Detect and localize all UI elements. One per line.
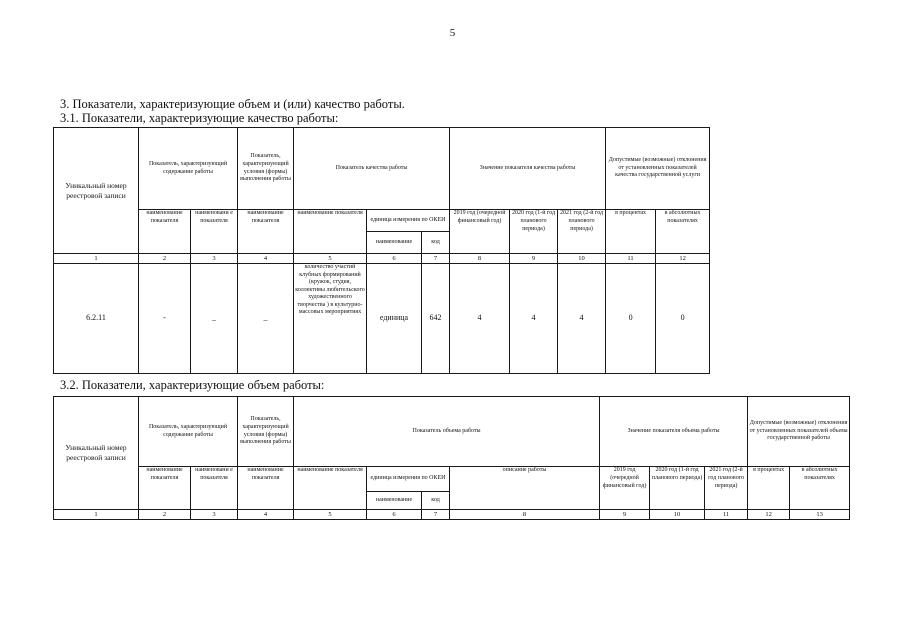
subheader-name-3: наименование показателя — [238, 467, 294, 510]
subheader-unit-name: наименование — [367, 232, 422, 254]
column-number-row — [54, 510, 850, 520]
cell-deviation-absolute: 0 — [656, 264, 710, 374]
subheader-unit-okei: единица измерения по ОКЕИ — [367, 467, 450, 492]
subheader-year-2021: 2021 год (2-й год планового периода) — [705, 467, 748, 510]
cell-value-2020: 4 — [510, 264, 558, 374]
column-number: 1 — [54, 254, 139, 264]
subheader-unit-code: код — [422, 232, 450, 254]
cell-unique-id: 6.2.11 — [54, 264, 139, 374]
header-quality-value: Значение показателя качества работы — [450, 128, 606, 210]
subheader-year-2019: 2019 год (очередной финансовый год) — [600, 467, 650, 510]
subheader-name-1: наименование показателя — [139, 467, 191, 510]
cell-value-2019: 4 — [450, 264, 510, 374]
column-number-row — [54, 254, 710, 264]
subheader-absolute: в абсолютных показателях — [656, 210, 710, 254]
column-number: 3 — [191, 254, 238, 264]
subheader-name-4: наименование показателя — [294, 467, 367, 510]
column-number: 12 — [656, 254, 710, 264]
subheader-year-2021: 2021 год (2-й год планового периода) — [558, 210, 606, 254]
cell-content-2: _ — [191, 264, 238, 374]
subheader-percent: в процентах — [606, 210, 656, 254]
subheader-name-1: наименование показателя — [139, 210, 191, 254]
table-row — [54, 264, 710, 374]
column-number: 6 — [367, 254, 422, 264]
column-number: 7 — [422, 510, 450, 520]
section-3-title: 3. Показатели, характеризующие объем и (или) качество работы. — [60, 97, 405, 111]
subheader-absolute: в абсолютных показателях — [790, 467, 850, 510]
cell-indicator-name: количество участий клубных формирований (кружок, студия, коллективы любительского художественного творчества ) в культурно-массовых мероприятиях — [294, 264, 367, 374]
subheader-unit-code: код — [422, 492, 450, 510]
column-number: 2 — [139, 510, 191, 520]
quality-indicators-table — [53, 127, 710, 374]
subheader-name-4: наименование показателя — [294, 210, 367, 254]
column-number: 1 — [54, 510, 139, 520]
subheader-unit-name: наименование — [367, 492, 422, 510]
cell-condition: _ — [238, 264, 294, 374]
column-number: 13 — [790, 510, 850, 520]
column-number: 4 — [238, 254, 294, 264]
header-allowed-deviation: Допустимые (возможные) отклонения от установленных показателей качества государственной услуги — [606, 128, 710, 210]
column-number: 5 — [294, 510, 367, 520]
subheader-work-description: описание работы — [450, 467, 600, 510]
header-content-indicator: Показатель, характеризующий содержание работы — [139, 128, 238, 210]
column-number: 10 — [558, 254, 606, 264]
header-conditions-indicator: Показатель, характеризующий условия (формы) выполнения работы — [238, 397, 294, 467]
subheader-unit-okei: единица измерения по ОКЕИ — [367, 210, 450, 232]
column-number: 11 — [705, 510, 748, 520]
header-content-indicator: Показатель, характеризующий содержание работы — [139, 397, 238, 467]
column-number: 9 — [510, 254, 558, 264]
column-number: 2 — [139, 254, 191, 264]
column-number: 5 — [294, 254, 367, 264]
subheader-year-2020: 2020 год (1-й год планового периода) — [510, 210, 558, 254]
column-number: 6 — [367, 510, 422, 520]
section-3-2-title: 3.2. Показатели, характеризующие объем работы: — [60, 378, 325, 392]
column-number: 10 — [650, 510, 705, 520]
header-quality-indicator: Показатель качества работы — [294, 128, 450, 210]
volume-indicators-table — [53, 396, 850, 520]
header-volume-indicator: Показатель объема работы — [294, 397, 600, 467]
cell-unit-name: единица — [367, 264, 422, 374]
subheader-percent: в процентах — [748, 467, 790, 510]
subheader-name-3: наименование показателя — [238, 210, 294, 254]
header-unique-number: Уникальный номер реестровой записи — [54, 128, 139, 254]
column-number: 7 — [422, 254, 450, 264]
column-number: 8 — [450, 254, 510, 264]
header-volume-value: Значение показателя объема работы — [600, 397, 748, 467]
cell-value-2021: 4 — [558, 264, 606, 374]
column-number: 8 — [450, 510, 600, 520]
column-number: 9 — [600, 510, 650, 520]
page-number: 5 — [449, 27, 456, 39]
subheader-year-2020: 2020 год (1-й год планового периода) — [650, 467, 705, 510]
header-allowed-deviation: Допустимые (возможные) отклонения от установленных показателей объема государственной работы — [748, 397, 850, 467]
subheader-name-2: наименовани е показателя — [191, 467, 238, 510]
header-unique-number: Уникальный номер реестровой записи — [54, 397, 139, 510]
subheader-name-2: наименовани е показателя — [191, 210, 238, 254]
cell-unit-code: 642 — [422, 264, 450, 374]
column-number: 11 — [606, 254, 656, 264]
section-3-1-title: 3.1. Показатели, характеризующие качество работы: — [60, 111, 339, 125]
subheader-year-2019: 2019 год (очередной финансовый год) — [450, 210, 510, 254]
cell-deviation-percent: 0 — [606, 264, 656, 374]
column-number: 12 — [748, 510, 790, 520]
column-number: 3 — [191, 510, 238, 520]
column-number: 4 — [238, 510, 294, 520]
cell-content-1: - — [139, 264, 191, 374]
header-conditions-indicator: Показатель, характеризующий условия (формы) выполнения работы — [238, 128, 294, 210]
